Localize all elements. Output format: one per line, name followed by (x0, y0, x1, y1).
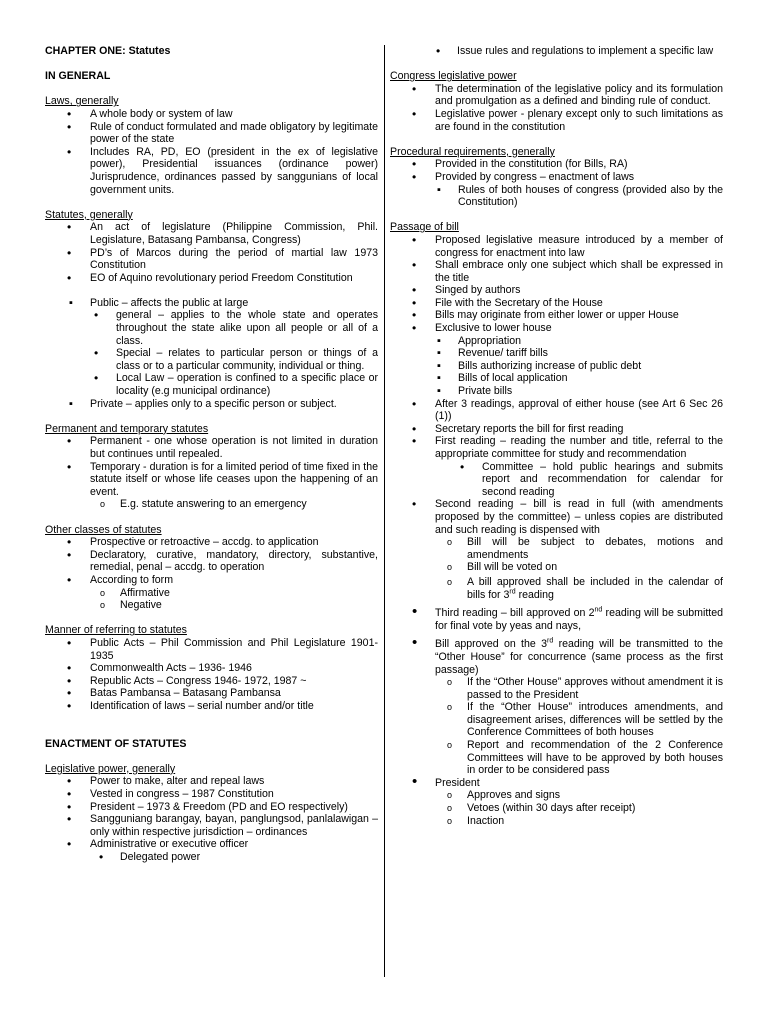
calendar-text: A bill approved shall be included in the calendar of bills for 3 (467, 575, 723, 601)
list-item (45, 461, 378, 511)
passage-list-cont (390, 607, 723, 632)
list-item: • Batas Pambansa – Batasang Pambansa (45, 687, 378, 700)
list-item: • Secretary reports the bill for first reading (390, 423, 723, 436)
list-item: • Committee – hold public hearings and submits report and recommendation for calendar for second reading (442, 461, 723, 499)
list-item: • The determination of the legislative policy and its formulation and promulgation as a defined and binding rule of conduct. (390, 83, 723, 108)
calendar-text-end: reading (515, 588, 554, 601)
bill-approved-text-end: reading will be transmitted to the “Other House” for concurrence (same process as the first passage) (435, 638, 723, 676)
list-item: • Proposed legislative measure introduced by a member of congress for enactment into law (390, 234, 723, 259)
list-item: o E.g. statute answering to an emergency (82, 498, 378, 511)
list-item: o Bill will be subject to debates, motions and amendments (429, 536, 723, 561)
list-item: • Delegated power (82, 851, 378, 864)
list-item: • Legislative power - plenary except only to such limitations as are found in the constitution (390, 108, 723, 133)
list-item: • After 3 readings, approval of either house (see Art 6 Sec 26 (1)) (390, 398, 723, 423)
list-item: • An act of legislature (Philippine Commission, Phil. Legislature, Batasang Pambansa, Congress) (45, 221, 378, 246)
subheading-statutes-generally: Statutes, generally (45, 208, 133, 221)
list-item (429, 576, 723, 601)
list-item: • Rule of conduct formulated and made obligatory by legitimate power of the state (45, 121, 378, 146)
list-item: • Prospective or retroactive – accdg. to application (45, 536, 378, 549)
form-sublist (82, 587, 378, 612)
list-item: • File with the Secretary of the House (390, 297, 723, 310)
column-divider (384, 45, 385, 977)
list-item: • Includes RA, PD, EO (president in the ex of legislative power), Presidential issuances (ordinance power) Jurisprudence, ordinances passed by sanggunians of local government units. (45, 146, 378, 196)
list-item: • Identification of laws – serial number and/or title (45, 700, 378, 713)
list-item: o Affirmative (82, 587, 378, 600)
subheading-procedural: Procedural requirements, generally (390, 145, 555, 158)
list-item: • Permanent - one whose operation is not limited in duration but continues until repealed. (45, 435, 378, 460)
exclusive-sublist (420, 335, 723, 398)
president-sublist (429, 789, 723, 827)
list-item: ▪ Appropriation (420, 335, 723, 348)
bill-approved-text: Bill approved on the 3 (435, 638, 548, 651)
third-reading-text: Third reading – bill approved on 2 (435, 607, 595, 620)
list-item (45, 574, 378, 612)
list-item: o Approves and signs (429, 789, 723, 802)
subheading-other-classes: Other classes of statutes (45, 523, 162, 536)
provided-by-congress-text: Provided by congress – enactment of laws (435, 170, 635, 183)
ordinal-suffix: rd (509, 588, 516, 595)
legislative-power-list (45, 775, 378, 863)
according-to-form-text: According to form (90, 573, 174, 586)
list-item (390, 498, 723, 601)
list-item: • Bills may originate from either lower or upper House (390, 309, 723, 322)
issue-rules-list (390, 45, 723, 58)
chapter-title: CHAPTER ONE: Statutes (45, 45, 171, 57)
list-item: ▪ Rules of both houses of congress (provided also by the Constitution) (420, 184, 723, 209)
list-item: • Power to make, alter and repeal laws (45, 775, 378, 788)
list-item (390, 777, 723, 827)
right-column (390, 45, 723, 827)
list-item (390, 435, 723, 498)
list-item (45, 838, 378, 863)
list-item: ▪ Bills of local application (420, 372, 723, 385)
list-item: o Bill will be voted on (429, 561, 723, 574)
exclusive-lower-house-text: Exclusive to lower house (435, 322, 552, 335)
first-reading-text: First reading – reading the number and title, referral to the appropriate committee for study and recommendation (435, 435, 723, 460)
list-item: • general – applies to the whole state and operates throughout the state alike upon all people or all of a class. (76, 309, 378, 347)
subheading-manner-referring: Manner of referring to statutes (45, 624, 187, 637)
list-item: • A whole body or system of law (45, 108, 378, 121)
list-item: o Vetoes (within 30 days after receipt) (429, 802, 723, 815)
list-item (52, 297, 378, 398)
list-item: o If the “Other House” approves without amendment it is passed to the President (429, 676, 723, 701)
ordinal-suffix: nd (594, 606, 603, 614)
public-sublist (76, 309, 378, 397)
list-item: • Public Acts – Phil Commission and Phil Legislature 1901-1935 (45, 637, 378, 662)
permanent-temporary-list (45, 435, 378, 511)
public-label: Public – affects the public at large (90, 296, 249, 309)
second-reading-text: Second reading – bill is read in full (with amendments proposed by the committee) – unless copies are distributed and such reading is dispensed with (435, 498, 723, 536)
list-item: • Vested in congress – 1987 Constitution (45, 788, 378, 801)
subheading-passage-of-bill: Passage of bill (390, 221, 459, 234)
list-item: • Special – relates to particular person or things of a class or to a particular community, individual or thing. (76, 347, 378, 372)
ordinal-suffix: rd (547, 637, 554, 645)
procedural-list (390, 158, 723, 208)
second-reading-sublist (429, 536, 723, 601)
statutes-generally-list (45, 221, 378, 284)
subheading-permanent-temporary: Permanent and temporary statutes (45, 422, 209, 435)
list-item: • Shall embrace only one subject which shall be expressed in the title (390, 259, 723, 284)
list-item: ▪ Private bills (420, 385, 723, 398)
list-item (390, 322, 723, 398)
list-item: o Negative (82, 599, 378, 612)
list-item: • Declaratory, curative, mandatory, directory, substantive, remedial, penal – accdg. to operation (45, 549, 378, 574)
public-private-list (45, 297, 378, 410)
left-column (45, 45, 378, 864)
list-item: ▪ Private – applies only to a specific person or subject. (52, 398, 378, 411)
list-item: • PD’s of Marcos during the period of martial law 1973 Constitution (45, 247, 378, 272)
list-item: o If the “Other House” introduces amendments, and disagreement arises, differences will be settled by the Conference Committees of both houses (429, 701, 723, 739)
manner-referring-list (45, 637, 378, 713)
subheading-congress-power: Congress legislative power (390, 70, 517, 83)
subheading-legislative-power: Legislative power, generally (45, 762, 176, 775)
congress-power-list (390, 83, 723, 133)
section-in-general: IN GENERAL (45, 70, 111, 83)
president-text: President (435, 776, 480, 789)
list-item: • Local Law – operation is confined to a specific place or locality (e.g municipal ordinance) (76, 372, 378, 397)
list-item (390, 171, 723, 209)
passage-list-cont-2 (390, 638, 723, 827)
list-item: • Issue rules and regulations to implement a specific law (419, 45, 723, 58)
list-item: ▪ Revenue/ tariff bills (420, 347, 723, 360)
laws-generally-list (45, 108, 378, 196)
list-item (390, 607, 723, 632)
third-reading-text-end: reading will be submitted for final vote by yeas and nays, (435, 607, 723, 632)
list-item: o Inaction (429, 815, 723, 828)
list-item: • President – 1973 & Freedom (PD and EO respectively) (45, 801, 378, 814)
subheading-laws-generally: Laws, generally (45, 95, 119, 108)
procedural-sublist (420, 184, 723, 209)
other-house-sublist (429, 676, 723, 777)
list-item: o Report and recommendation of the 2 Conference Committees will have to be approved by both houses in order to be considered pass (429, 739, 723, 777)
list-item: • Provided in the constitution (for Bills, RA) (390, 158, 723, 171)
list-item: • Republic Acts – Congress 1946- 1972, 1987 ~ (45, 675, 378, 688)
first-reading-sublist (442, 461, 723, 499)
section-enactment: ENACTMENT OF STATUTES (45, 737, 187, 750)
list-item: • EO of Aquino revolutionary period Freedom Constitution (45, 272, 378, 285)
administrative-text: Administrative or executive officer (90, 838, 249, 851)
administrative-sublist (82, 851, 378, 864)
list-item: • Sangguniang barangay, bayan, panglungsod, panlalawigan – only within respective jurisdiction – ordinances (45, 813, 378, 838)
temporary-text: Temporary - duration is for a limited period of time fixed in the statute itself or whose life ceases upon the happening of an event. (90, 460, 378, 498)
list-item: • Commonwealth Acts – 1936- 1946 (45, 662, 378, 675)
list-item (390, 638, 723, 777)
list-item: ▪ Bills authorizing increase of public debt (420, 360, 723, 373)
other-classes-list (45, 536, 378, 612)
passage-list (390, 234, 723, 601)
temporary-sublist (82, 498, 378, 511)
list-item: • Singed by authors (390, 284, 723, 297)
